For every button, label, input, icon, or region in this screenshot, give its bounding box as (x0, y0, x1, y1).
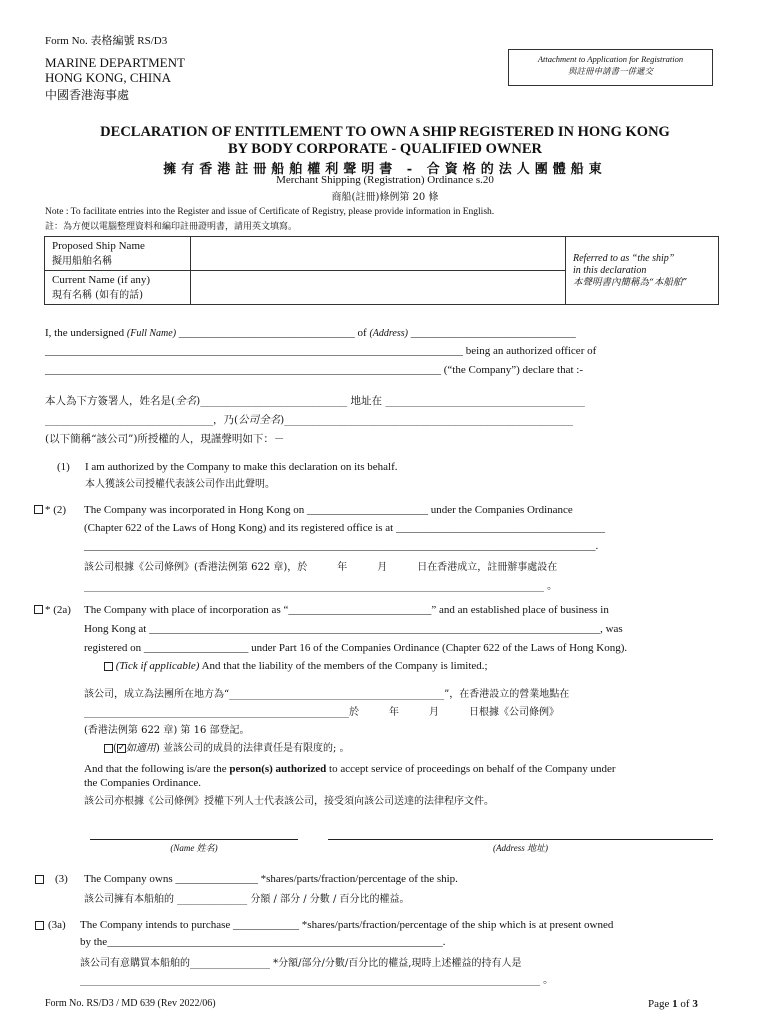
section-3a-cn-line-1[interactable]: 該公司有意購買本船舶的________________ *分額/部分/分數/百分比的權益,現時上述權益的持有人是 (80, 958, 522, 969)
section-2a-cn-line-2[interactable]: _____________________________________________________於 年 月 日根據《公司條例》 (84, 707, 559, 718)
referred-note-cell (566, 237, 719, 305)
referred-note-cn: 本聲明書內簡稱為“本船舶” (573, 276, 688, 288)
check-mark-icon: ✓ (117, 743, 126, 753)
section-2-cn-line-2[interactable]: ____________________________________________________________________________________________ 。 (84, 581, 558, 592)
full-name-field[interactable]: ________________________________ of (178, 327, 367, 339)
name-address-field-cn[interactable]: )____________________________ 地址在 ______________________________________ (196, 395, 585, 407)
authorized-name-line[interactable] (90, 839, 298, 840)
section-3-checkbox[interactable] (35, 875, 44, 884)
referred-note-1: Referred to as “the ship” (573, 252, 675, 264)
limited-liability-text: And that the liability of the members of the Company is limited.; (201, 660, 488, 672)
attachment-en: Attachment to Application for Registration (537, 54, 684, 64)
page-indicator (648, 998, 698, 1010)
section-2-checkbox[interactable] (34, 505, 43, 514)
section-2a-cn-line-4 (104, 739, 350, 754)
section-3a-line-2[interactable]: by the_____________________________________________________________. (80, 936, 446, 948)
name-caption: (Name 姓名) (170, 843, 218, 853)
proposed-name-label-cn: 擬用船舶名稱 (52, 256, 112, 267)
section-3-number: (3) (55, 873, 68, 885)
section-2-number: * (2) (45, 504, 67, 516)
department-name-cn: 中國香港海事處 (45, 88, 130, 102)
section-2a-line-4 (104, 660, 488, 672)
current-name-label: Current Name (if any) (52, 274, 151, 286)
current-name-label-cn: 現有名稱 (如有的話) (52, 290, 143, 301)
authorized-text-a: And that the following is/are the (84, 763, 227, 775)
page-label: Page (648, 998, 670, 1010)
full-name-label: (Full Name) (126, 328, 177, 339)
intro-line-1[interactable] (45, 327, 576, 339)
section-2-cn-line-1: 該公司根據《公司條例》(香港法例第 622 章)，於 年 月 日在香港成立，註冊辦事處設在 (84, 562, 558, 573)
company-prefix-cn: ________________________________，乃( (45, 414, 239, 426)
attachment-cn: 與註冊申請書一併遞交 (567, 67, 653, 77)
note-en: Note : To facilitate entries into the Register and issue of Certificate of Registry, please provide information in English. (45, 207, 495, 217)
intro-text: I, the undersigned (45, 327, 125, 339)
ordinance-reference-cn: 商船(註冊)條例第 20 條 (331, 192, 439, 203)
page-total: 3 (692, 998, 698, 1010)
paren-open: ( (113, 743, 117, 754)
department-name: MARINE DEPARTMENT (45, 55, 185, 70)
section-3a-checkbox[interactable] (35, 921, 44, 930)
section-2a-cn-line-1[interactable]: 該公司，成立為法團所在地方為“___________________________________________”，在香港設立的營業地點在 (84, 689, 570, 700)
address-caption: (Address 地址) (493, 843, 548, 853)
section-3a-cn-line-2[interactable]: ____________________________________________________________________________________________ 。 (80, 975, 554, 986)
current-name-field[interactable] (191, 271, 566, 305)
intro-line-3[interactable]: ________________________________________________________________________ (“the Company”) declare that :- (45, 364, 584, 376)
section-2a-line-1[interactable]: The Company with place of incorporation as “__________________________” and an established place of business in (84, 604, 609, 616)
section-2a-checkbox[interactable] (34, 605, 43, 614)
page-subtitle: BY BODY CORPORATE - QUALIFIED OWNER (227, 141, 543, 157)
section-3-text[interactable]: The Company owns _______________ *shares/parts/fraction/percentage of the ship. (84, 873, 458, 885)
intro-cn-line-1[interactable] (45, 393, 585, 408)
section-2a-number: * (2a) (45, 604, 71, 616)
limited-liability-checkbox-cn[interactable] (104, 744, 113, 753)
intro-cn-line-3: (以下簡稱“該公司”)所授權的人，現謹聲明如下：－ (45, 433, 285, 445)
page-number: 1 (672, 998, 678, 1010)
address-label: (Address) (369, 328, 408, 339)
limited-liability-checkbox[interactable] (104, 662, 113, 671)
referred-note-2: in this declaration (573, 264, 647, 276)
section-1-number: (1) (57, 461, 70, 473)
proposed-name-label-cell (45, 237, 191, 271)
page-title-cn: 擁有香港註冊船舶權利聲明書 - 合資格的法人團體船東 (163, 162, 607, 177)
authorized-text-c: to accept service of proceedings on behalf of the Company under (329, 763, 616, 775)
company-name-field-cn[interactable]: )_______________________________________________________ (280, 414, 573, 426)
authorized-persons-line-1 (84, 763, 616, 775)
if-applicable-label-cn: 如適用 (125, 743, 156, 754)
intro-line-2[interactable]: ____________________________________________________________________________ being an authorized officer of (45, 345, 597, 357)
limited-liability-text-cn: ) 並該公司的成員的法律責任是有限度的; 。 (155, 743, 350, 754)
section-2a-line-3[interactable]: registered on ___________________ under Part 16 of the Companies Ordinance (Chapter 622 of the Laws of Hong Kong). (84, 642, 628, 654)
section-3-text-cn[interactable]: 該公司擁有本船舶的 ______________ 分額 / 部分 / 分數 / 百分比的權益。 (84, 894, 410, 905)
section-1-text-cn: 本人獲該公司授權代表該公司作出此聲明。 (85, 479, 275, 490)
section-2-line-3[interactable]: _____________________________________________________________________________________________. (84, 540, 599, 552)
authorized-persons-cn: 該公司亦根據《公司條例》授權下列人士代表該公司，接受須向該公司送達的法律程序文件。 (84, 796, 494, 807)
section-2-line-2[interactable]: (Chapter 622 of the Laws of Hong Kong) and its registered office is at ______________________________________ (84, 522, 605, 534)
section-1-text: I am authorized by the Company to make this declaration on its behalf. (85, 461, 398, 473)
authorized-address-line[interactable] (328, 839, 713, 840)
section-2-line-1[interactable]: The Company was incorporated in Hong Kong on ______________________ under the Companies Ordinance (84, 504, 573, 516)
section-2a-line-2[interactable]: Hong Kong at __________________________________________________________________________________, was (84, 623, 623, 635)
page-title: DECLARATION OF ENTITLEMENT TO OWN A SHIP REGISTERED IN HONG KONG (100, 124, 670, 140)
intro-cn-line-2[interactable] (45, 412, 573, 427)
authorized-text-bold: person(s) authorized (229, 763, 327, 775)
intro-cn-text: 本人為下方簽署人，姓名是( (45, 395, 176, 407)
section-3a-number: (3a) (48, 919, 66, 931)
section-2a-cn-line-3: (香港法例第 622 章) 第 16 部登記。 (84, 725, 250, 736)
company-name-label-cn: 公司全名 (238, 414, 281, 426)
proposed-name-label: Proposed Ship Name (52, 240, 145, 252)
ship-name-table (44, 236, 719, 305)
note-cn: 註：為方便以電腦整理資料和編印註冊證明書，請用英文填寫。 (45, 222, 298, 232)
section-3a-line-1[interactable]: The Company intends to purchase ____________ *shares/parts/fraction/percentage of the ship which is at present owned (80, 919, 614, 931)
address-field[interactable]: ______________________________ (410, 327, 576, 339)
footer-form-number: Form No. RS/D3 / MD 639 (Rev 2022/06) (45, 998, 216, 1009)
current-name-label-cell (45, 271, 191, 305)
full-name-label-cn: 全名 (175, 395, 197, 407)
page-of: of (680, 998, 690, 1010)
ordinance-reference: Merchant Shipping (Registration) Ordinance s.20 (276, 174, 494, 186)
form-number: Form No. 表格編號 RS/D3 (45, 35, 168, 47)
proposed-name-field[interactable] (191, 237, 566, 271)
authorized-persons-line-2: the Companies Ordinance. (84, 777, 201, 789)
tick-if-applicable-label: (Tick if applicable) (115, 660, 200, 672)
attachment-box (508, 49, 713, 86)
department-location: HONG KONG, CHINA (45, 70, 172, 85)
